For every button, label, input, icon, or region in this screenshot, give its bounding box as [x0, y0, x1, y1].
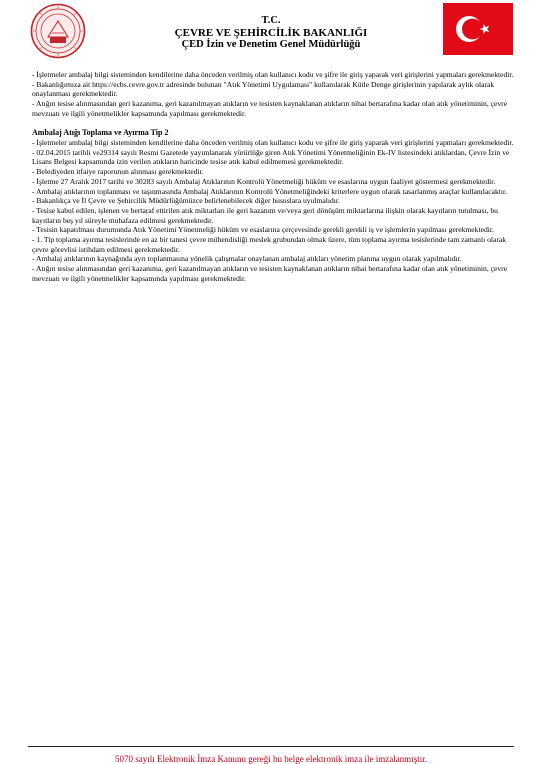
section-item: - 02.04.2015 tarihli ve29314 sayılı Resmi Gazetede yayımlanarak yürürlüğe giren Atık Yönetimi Yönetmeliğinin Ek-IV listesindeki atıklardan, Çevre İzin ve Lisans Belgesi kapsamında izin verilen atıkların haricinde tesise atık kabul edilmemesi gerekmektedir.	[32, 147, 510, 167]
section-item: - Bakanlıkça ve İl Çevre ve Şehircilik Müdürlüğümüzce belirlenebilecek diğer hususlara uyulmalıdır.	[32, 196, 340, 206]
header-line-tc: T.C.	[261, 15, 281, 26]
intro-paragraph: - Bakanlığımıza ait https://ecbs.cevre.gov.tr adresinde bulunan "Atık Yönetimi Uygulaması" kullanılarak Kütle Denge girişlerinin yapılarak aylık olarak onaylanması gerekmektedir.	[32, 79, 495, 99]
section-item: - Ambalaj atıklarının kaynağında ayrı toplanmasına yönelik çalışmalar onaylanan ambalaj atıkları yönetim planına uygun olarak yapılmalıdır.	[32, 254, 462, 264]
intro-paragraph: - Atığın tesise alınmasından geri kazanıma, geri kazanılmayan atıkların ve tesisten kaynaklanan atıkların nihai bertarafına kadar olan atık yönetiminin, çevre mevzuatı ve ilgili yönetmelikler kapsamında yapılması gerekmektedir.	[32, 99, 508, 118]
section-item: - Belediyeden itfaiye raporunun alınması gerekmektedir.	[32, 167, 204, 177]
document-header	[0, 0, 542, 66]
e-signature-notice: 5070 sayılı Elektronik İmza Kanunu gereği bu belge elektronik imza ile imzalanmıştır.	[115, 754, 427, 764]
intro-paragraph: - İşletmeler ambalaj bilgi sisteminden kendilerine daha önceden verilmiş olan kullanıcı kodu ve şifre ile giriş yaparak veri girişlerini yapmaları gerekmektedir.	[32, 70, 514, 79]
section-item: - Ambalaj atıklarının toplanması ve taşınmasında Ambalaj Atıklarının Kontrolü Yönetmeliğindeki kriterlere uygun olarak tasarlanmış araçlar kullanılacaktır.	[32, 186, 508, 196]
section-item: - Tesise kabul edilen, işlenen ve bertaraf ettirilen atık miktarları ile geri kazanım ve/veya geri dönüşüm miktarlarına ilişkin olarak kayıtların tutulması, bu kayıtların beş yıl süreyle muhafaza edilmesi gerekmektedir.	[32, 205, 498, 225]
ministry-title-block	[120, 15, 422, 51]
section-item: - Tesisin kapatılması durumunda Atık Yönetimi Yönetmeliği hüküm ve esaslarına çerçevesinde gerekli gerekli iş ve işlemlerin yapılması gerekmektedir.	[32, 225, 494, 235]
header-ministry-name: ÇEVRE VE ŞEHİRCİLİK BAKANLIĞI	[174, 27, 368, 39]
turkish-flag-icon	[443, 3, 513, 55]
ministry-seal-icon	[30, 3, 86, 59]
section-title: Ambalaj Atığı Toplama ve Ayırma Tip 2	[32, 128, 169, 138]
section-item: - Atığın tesise alınmasından geri kazanıma, geri kazanılmayan atıkların ve tesisten kaynaklanan atıkların nihai bertarafına kadar olan atık yönetiminin, çevre mevzuatı ve ilgili yönetmelikler kapsamında yapılması gerekmektedir.	[32, 264, 508, 283]
section-item: - İşletmeler ambalaj bilgi sisteminden kendilerine daha önceden verilmiş olan kullanıcı kodu ve şifre ile giriş yaparak veri girişlerini yapmaları gerekmektedir.	[32, 138, 514, 148]
header-directorate-name: ÇED İzin ve Denetim Genel Müdürlüğü	[181, 39, 361, 50]
footer-divider	[28, 746, 514, 747]
document-body	[32, 70, 514, 284]
section-item: - İşletme 27 Aralık 2017 tarihi ve 30283 sayılı Ambalaj Atıklarının Kontrolü Yönetmeliği hüküm ve esaslarına uygun faaliyet göstermesi gerekmektedir.	[32, 176, 496, 186]
section-item: - 1. Tip toplama ayırma tesislerinde en az bir tanesi çevre mühendisliği meslek grubundan olmak üzere, tüm toplama ayırma tesislerinde tam zamanlı olarak çevre görevlisi istihdam edilmesi gerekmektedir.	[32, 235, 507, 254]
